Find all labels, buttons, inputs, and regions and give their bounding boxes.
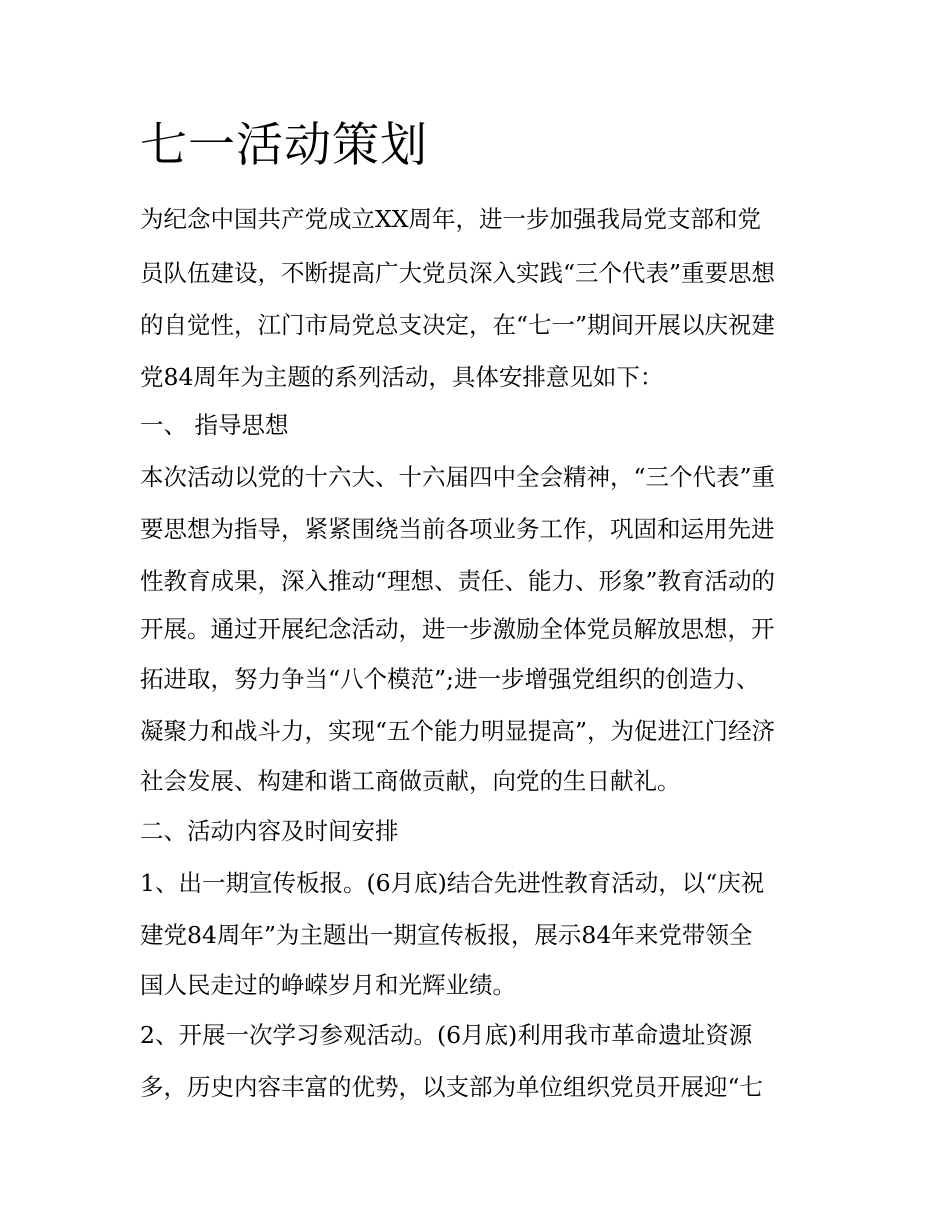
paragraph-line: 凝聚力和战斗力，实现“五个能力明显提高”，为促进江门经济: [140, 717, 776, 745]
paragraph-line: 性教育成果，深入推动“理想、责任、能力、形象”教育活动的: [140, 567, 776, 595]
paragraph-line: 的自觉性，江门市局党总支决定，在“七一”期间开展以庆祝建: [140, 311, 776, 339]
paragraph-line: 开展。通过开展纪念活动，进一步激励全体党员解放思想，开: [140, 615, 775, 643]
paragraph-line: 建党84周年”为主题出一期宣传板报，展示84年来党带领全: [140, 921, 753, 949]
paragraph-line: 社会发展、构建和谐工商做贡献，向党的生日献礼。: [140, 767, 681, 795]
document-title: 七一活动策划: [140, 118, 428, 173]
paragraph-line: 国人民走过的峥嵘岁月和光辉业绩。: [140, 971, 516, 999]
paragraph-line: 拓进取，努力争当“八个模范”;进一步增强党组织的创造力、: [140, 665, 760, 693]
paragraph-line: 多，历史内容丰富的优势，以支部为单位组织党员开展迎“七: [140, 1073, 764, 1101]
paragraph-line: 为纪念中国共产党成立XX周年，进一步加强我局党支部和党: [140, 205, 761, 233]
paragraph-line: 2、开展一次学习参观活动。(6月底)利用我市革命遗址资源: [140, 1021, 753, 1049]
section-heading-guiding-ideology: 一、 指导思想: [140, 411, 289, 439]
section-heading-activity-content: 二、活动内容及时间安排: [140, 817, 399, 845]
paragraph-line: 要思想为指导，紧紧围绕当前各项业务工作，巩固和运用先进: [140, 515, 775, 543]
paragraph-line: 本次活动以党的十六大、十六届四中全会精神，“三个代表”重: [140, 463, 776, 491]
paragraph-line: 党84周年为主题的系列活动，具体安排意见如下：: [140, 363, 664, 391]
paragraph-line: 1、出一期宣传板报。(6月底)结合先进性教育活动，以“庆祝: [140, 869, 765, 897]
paragraph-line: 员队伍建设，不断提高广大党员深入实践“三个代表”重要思想: [140, 259, 776, 287]
